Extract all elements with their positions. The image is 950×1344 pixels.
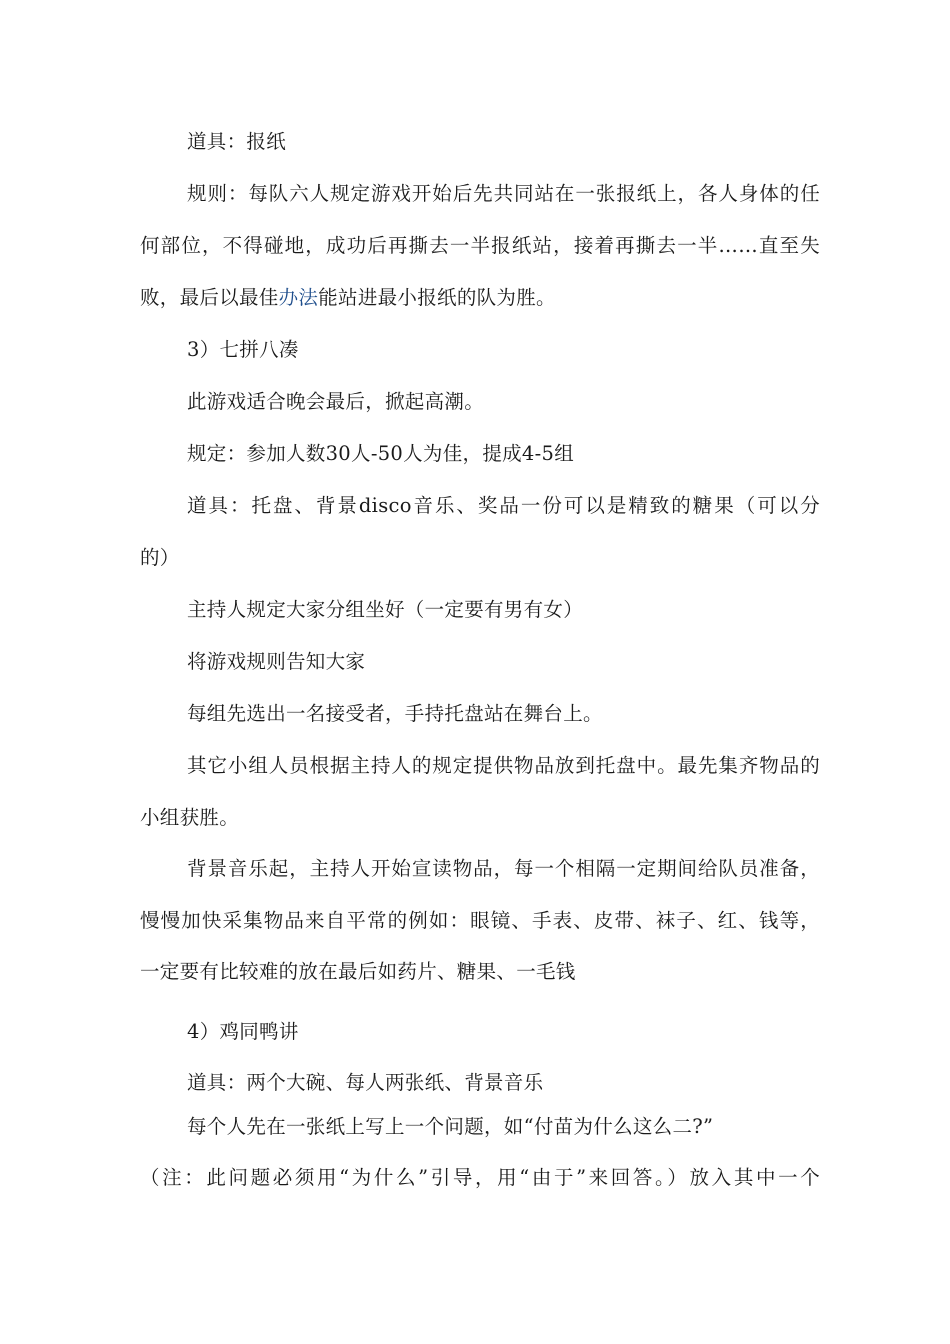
text-segment: 能站进最小报纸的队为胜。 [318,286,556,309]
paragraph-line: 慢慢加快采集物品来自平常的例如：眼镜、手表、皮带、袜子、红、钱等， [140,909,820,932]
paragraph-line: 背景音乐起，主持人开始宣读物品，每一个相隔一定期间给队员准备， [187,857,820,880]
paragraph-line: 小组获胜。 [140,806,240,829]
paragraph-line: 道具：托盘、背景disco音乐、奖品一份可以是精致的糖果（可以分 [187,494,820,517]
paragraph-line: 规定：参加人数30人-50人为佳，提成4-5组 [187,442,575,465]
paragraph-line [140,286,820,310]
paragraph-line: 一定要有比较难的放在最后如药片、糖果、一毛钱 [140,960,576,983]
paragraph-line: 何部位，不得碰地，成功后再撕去一半报纸站，接着再撕去一半……直至失 [140,234,820,257]
paragraph-line: 规则：每队六人规定游戏开始后先共同站在一张报纸上，各人身体的任 [187,182,820,205]
section-heading: 4）鸡同鸭讲 [187,1020,299,1043]
paragraph-line: 道具：报纸 [187,130,287,153]
section-heading: 3）七拼八凑 [187,338,299,361]
paragraph-line: 的） [140,546,180,569]
paragraph-line: （注：此问题必须用“为什么”引导，用“由于”来回答。）放入其中一个 [140,1166,820,1189]
paragraph-line: 此游戏适合晚会最后，掀起高潮。 [187,390,485,413]
text-segment: 败，最后以最佳 [140,286,279,309]
paragraph-line: 每个人先在一张纸上写上一个问题，如“付苗为什么这么二?” [187,1115,714,1138]
paragraph-line: 道具：两个大碗、每人两张纸、背景音乐 [187,1071,544,1094]
paragraph-line: 主持人规定大家分组坐好（一定要有男有女） [187,598,584,621]
link-text[interactable]: 办法 [278,286,319,309]
paragraph-line: 其它小组人员根据主持人的规定提供物品放到托盘中。最先集齐物品的 [187,754,820,777]
paragraph-line: 将游戏规则告知大家 [187,650,366,673]
paragraph-line: 每组先选出一名接受者，手持托盘站在舞台上。 [187,702,603,725]
